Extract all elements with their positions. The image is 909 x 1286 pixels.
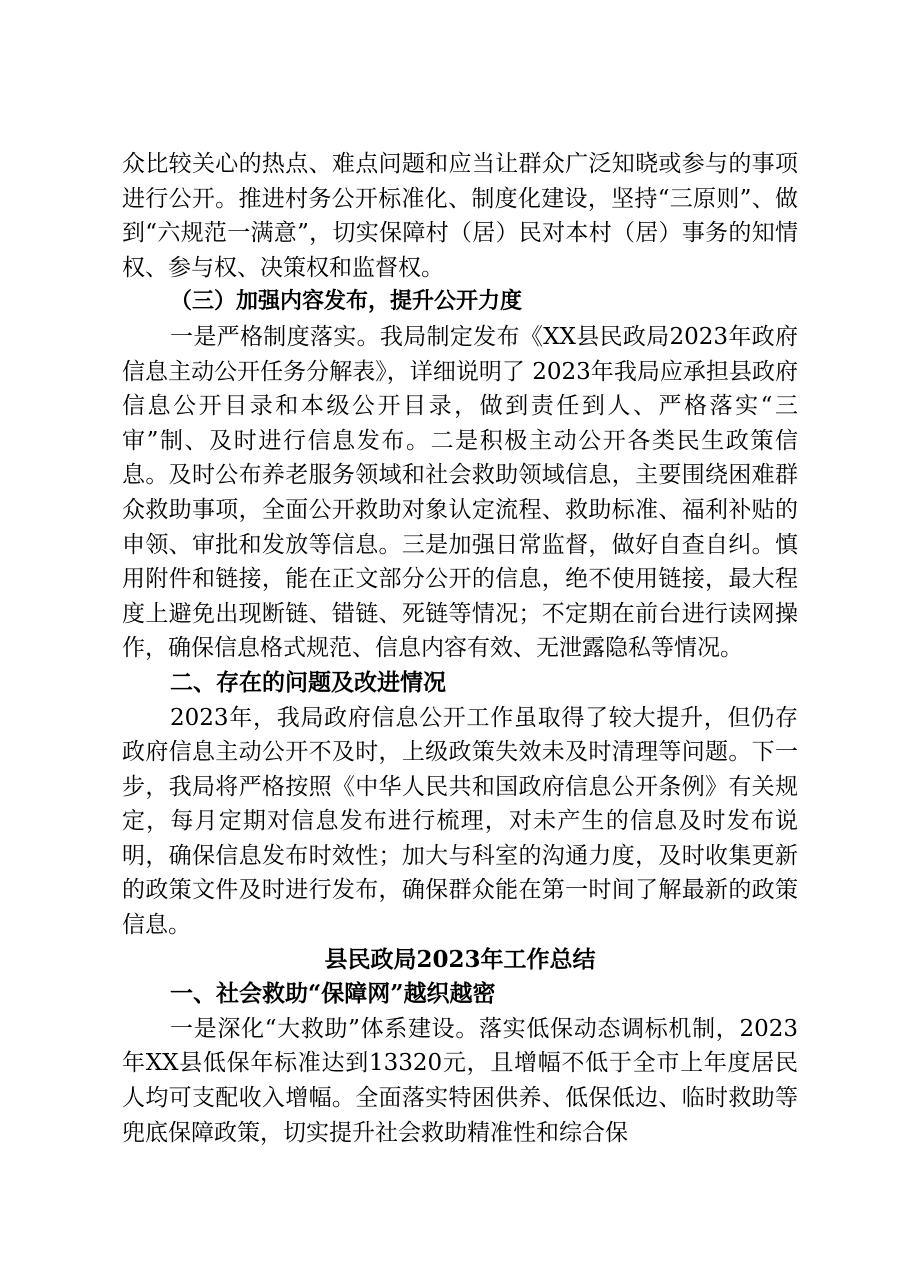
document-body (122, 147, 798, 1150)
section-heading-social-assistance: 一、社会救助“保障网”越织越密 (170, 980, 496, 1008)
paragraph-problems: 2023年，我局政府信息公开工作虽取得了较大提升，但仍存政府信息主动公开不及时，上级政策失效未及时清理等问题。下一步，我局将严格按照《中华人民共和国政府信息公开条例》有关规定，每月定期对信息发布进行梳理，对未产生的信息及时发布说明，确保信息发布时效性；加大与科室的沟通力度，及时收集更新的政策文件及时进行发布，确保群众能在第一时间了解最新的政策信息。 (122, 704, 798, 939)
section-subheading-3: （三）加强内容发布，提升公开力度 (170, 289, 523, 315)
paragraph-content-release: 一是严格制度落实。我局制定发布《XX县民政局2023年政府信息主动公开任务分解表》，详细说明了 2023年我局应承担县政府信息公开目录和本级公开目录，做到责任到人、严格落实“三审”制、及时进行信息发布。二是积极主动公开各类民生政策信息。及时公布养老服务领域和社会救助领域信息，主要围绕困难群众救助事项，全面公开救助对象认定流程、救助标准、福利补贴的申领、审批和发放等信息。三是加强日常监督，做好自查自纠。慎用附件和链接，能在正文部分公开的信息，绝不使用链接，最大程度上避免出现断链、错链、死链等情况；不定期在前台进行读网操作，确保信息格式规范、信息内容有效、无泄露隐私等情况。 (122, 323, 798, 662)
document-title: 县民政局2023年工作总结 (324, 945, 596, 973)
paragraph-intro-continued: 众比较关心的热点、难点问题和应当让群众广泛知晓或参与的事项进行公开。推进村务公开标准化、制度化建设，坚持“三原则”、做到“六规范一满意”，切实保障村（居）民对本村（居）事务的知情权、参与权、决策权和监督权。 (122, 151, 798, 281)
section-heading-problems: 二、存在的问题及改进情况 (170, 668, 446, 696)
paragraph-social-assistance: 一是深化“大救助”体系建设。落实低保动态调标机制，2023年XX县低保年标准达到13320元，且增幅不低于全市上年度居民人均可支配收入增幅。全面落实特困供养、低保低边、临时救助等兜底保障政策，切实提升社会救助精准性和综合保 (122, 1015, 798, 1146)
